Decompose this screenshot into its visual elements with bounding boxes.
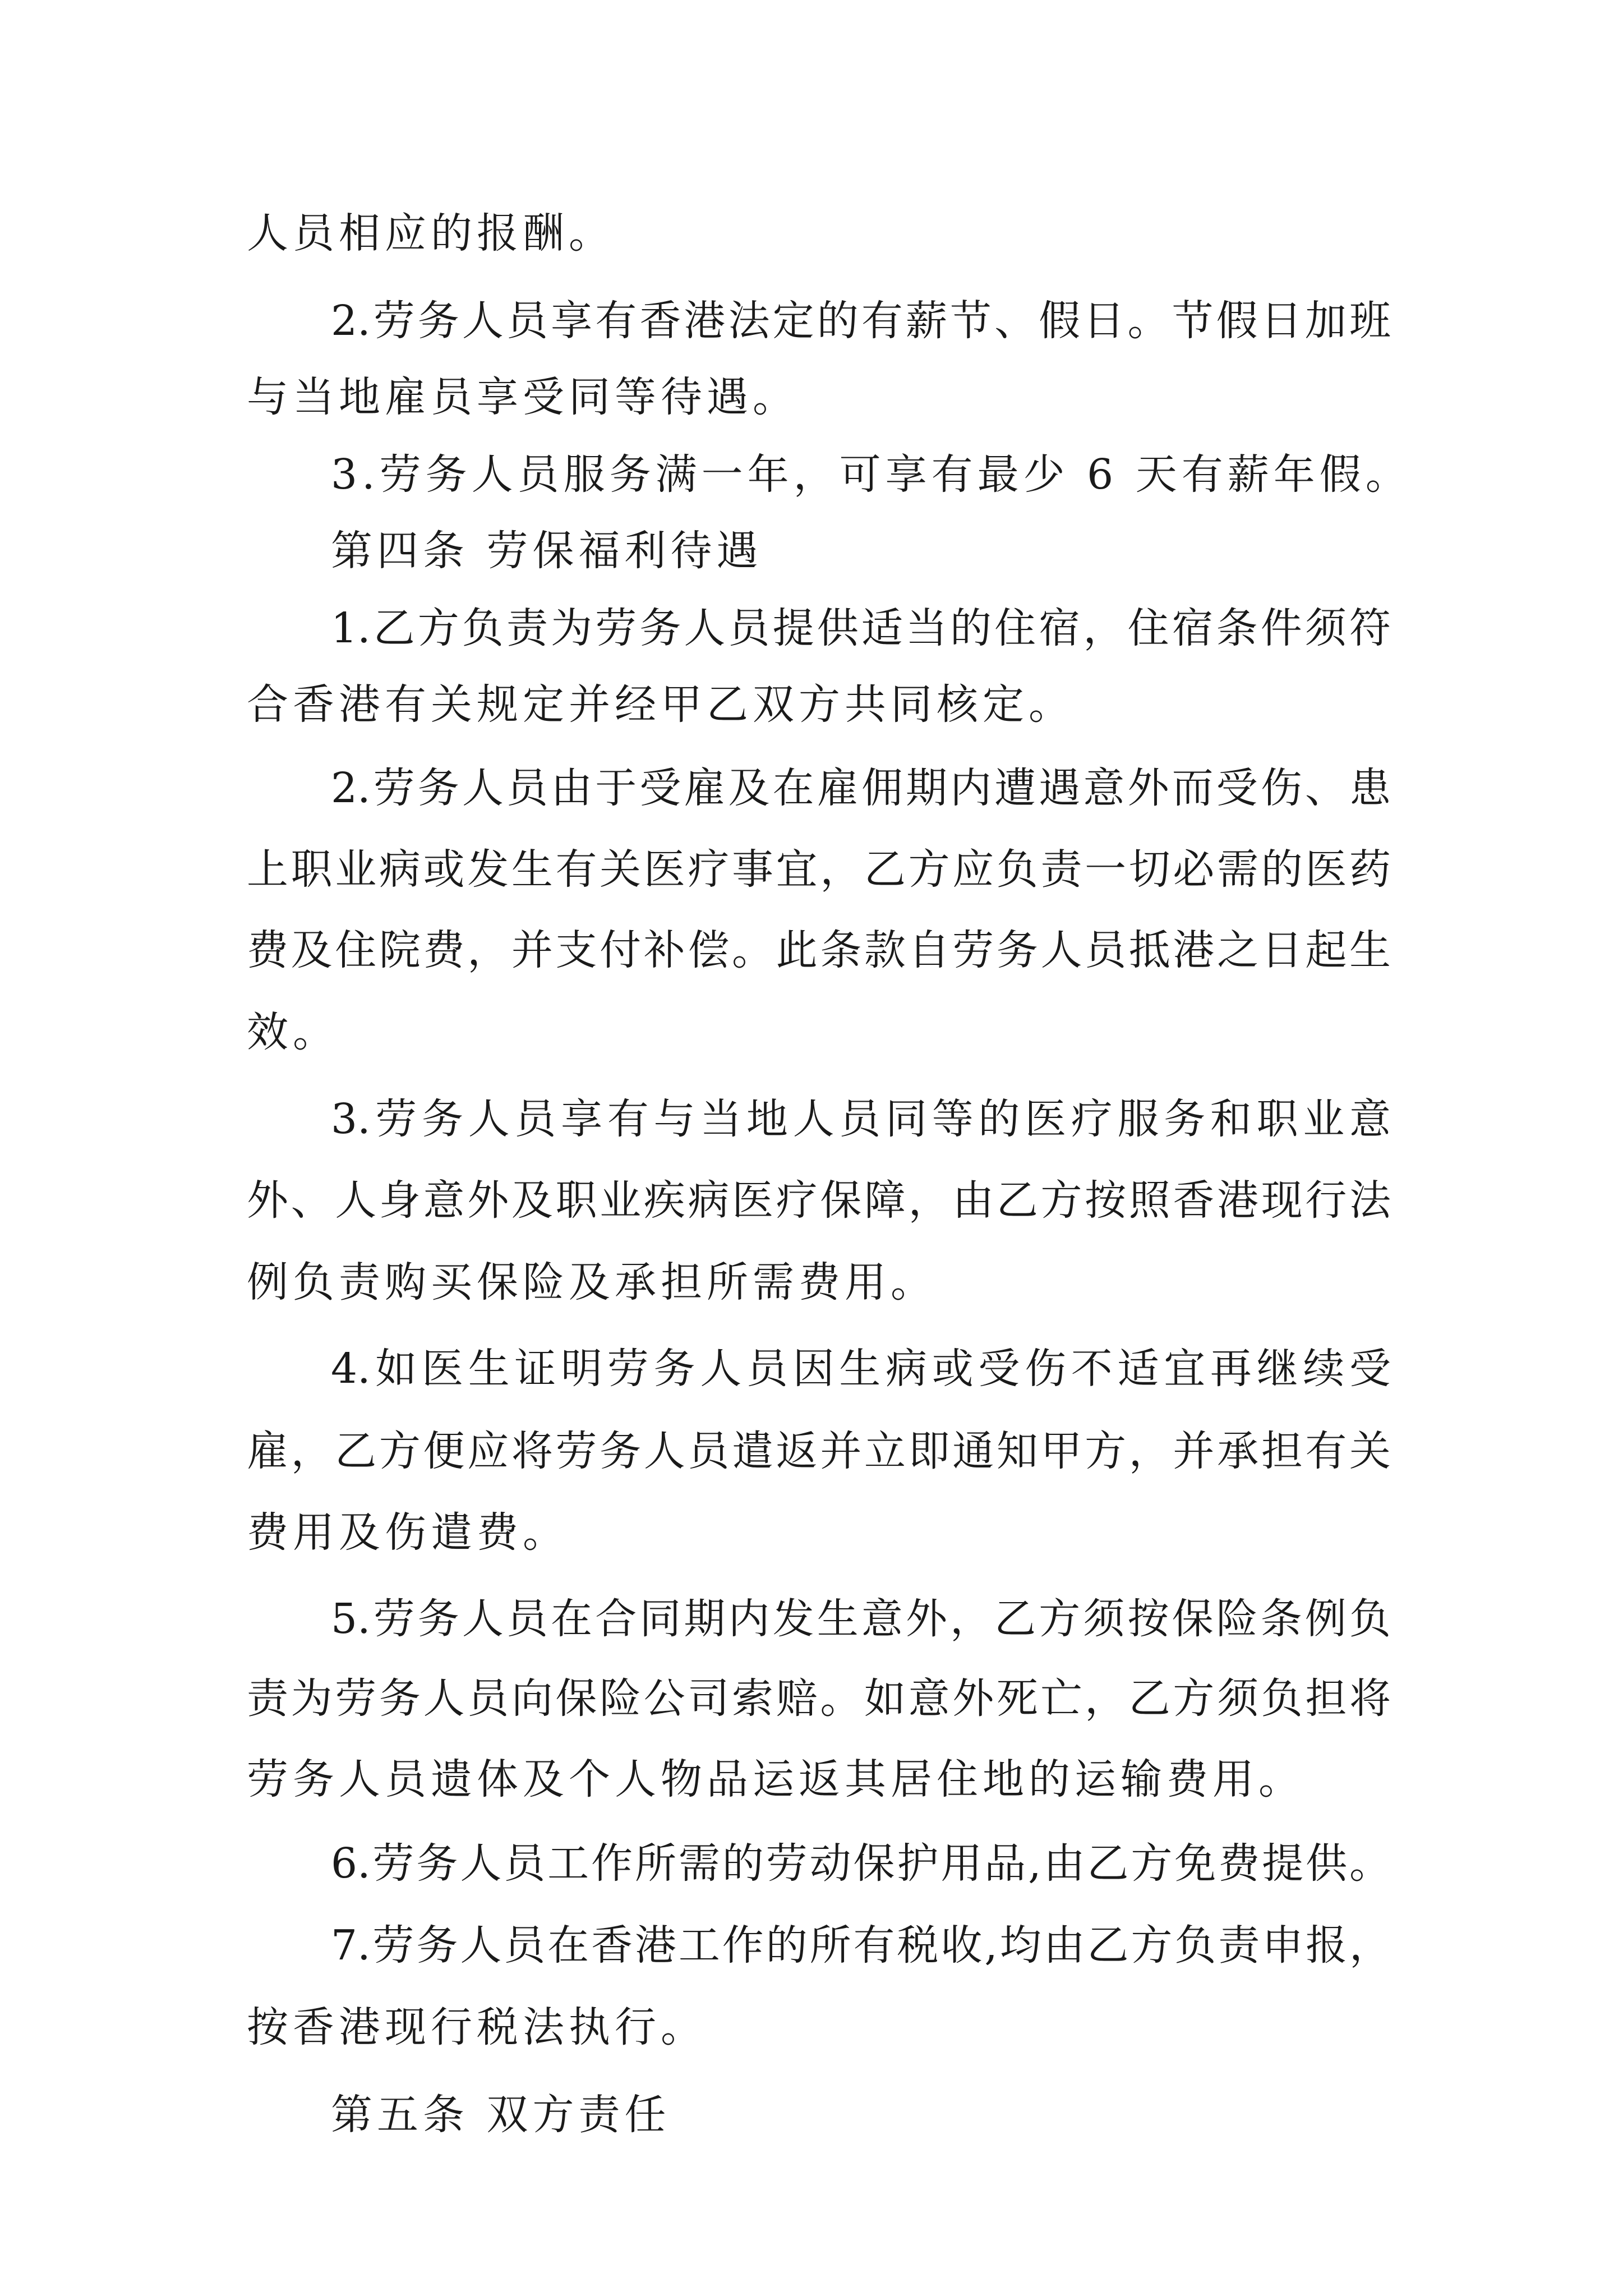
text-line: 例负责购买保险及承担所需费用。 bbox=[247, 1258, 937, 1306]
text-line: 按香港现行税法执行。 bbox=[247, 2003, 707, 2051]
text-line: 外、人身意外及职业疾病医疗保障，由乙方按照香港现行法 bbox=[247, 1176, 1391, 1225]
section-heading: 第五条 双方责任 bbox=[331, 2091, 671, 2139]
section-heading: 第四条 劳保福利待遇 bbox=[331, 527, 763, 575]
text-line: 人员相应的报酬。 bbox=[247, 209, 615, 257]
text-line: 上职业病或发生有关医疗事宜，乙方应负责一切必需的医药 bbox=[247, 845, 1391, 894]
text-line: 1.乙方负责为劳务人员提供适当的住宿，住宿条件须符 bbox=[331, 604, 1391, 652]
text-line: 合香港有关规定并经甲乙双方共同核定。 bbox=[247, 680, 1075, 729]
text-line: 雇，乙方便应将劳务人员遣返并立即通知甲方，并承担有关 bbox=[247, 1427, 1391, 1475]
text-line: 费用及伤遣费。 bbox=[247, 1508, 569, 1557]
text-line: 5.劳务人员在合同期内发生意外，乙方须按保险条例负 bbox=[331, 1595, 1391, 1643]
text-line: 费及住院费，并支付补偿。此条款自劳务人员抵港之日起生 bbox=[247, 926, 1391, 974]
text-line: 2.劳务人员享有香港法定的有薪节、假日。节假日加班 bbox=[331, 297, 1391, 345]
text-line: 与当地雇员享受同等待遇。 bbox=[247, 373, 799, 421]
text-line: 7.劳务人员在香港工作的所有税收,均由乙方负责申报， bbox=[331, 1921, 1391, 1970]
text-line: 4.如医生证明劳务人员因生病或受伤不适宜再继续受 bbox=[331, 1345, 1391, 1393]
text-line: 劳务人员遗体及个人物品运返其居住地的运输费用。 bbox=[247, 1755, 1304, 1803]
text-line: 6.劳务人员工作所需的劳动保护用品,由乙方免费提供。 bbox=[331, 1839, 1391, 1888]
text-line: 责为劳务人员向保险公司索赔。如意外死亡，乙方须负担将 bbox=[247, 1674, 1391, 1723]
text-line: 效。 bbox=[247, 1008, 339, 1056]
text-line: 2.劳务人员由于受雇及在雇佣期内遭遇意外而受伤、患 bbox=[331, 764, 1391, 812]
text-line: 3.劳务人员享有与当地人员同等的医疗服务和职业意 bbox=[331, 1095, 1391, 1143]
text-line: 3.劳务人员服务满一年，可享有最少 6 天有薪年假。 bbox=[331, 450, 1412, 499]
